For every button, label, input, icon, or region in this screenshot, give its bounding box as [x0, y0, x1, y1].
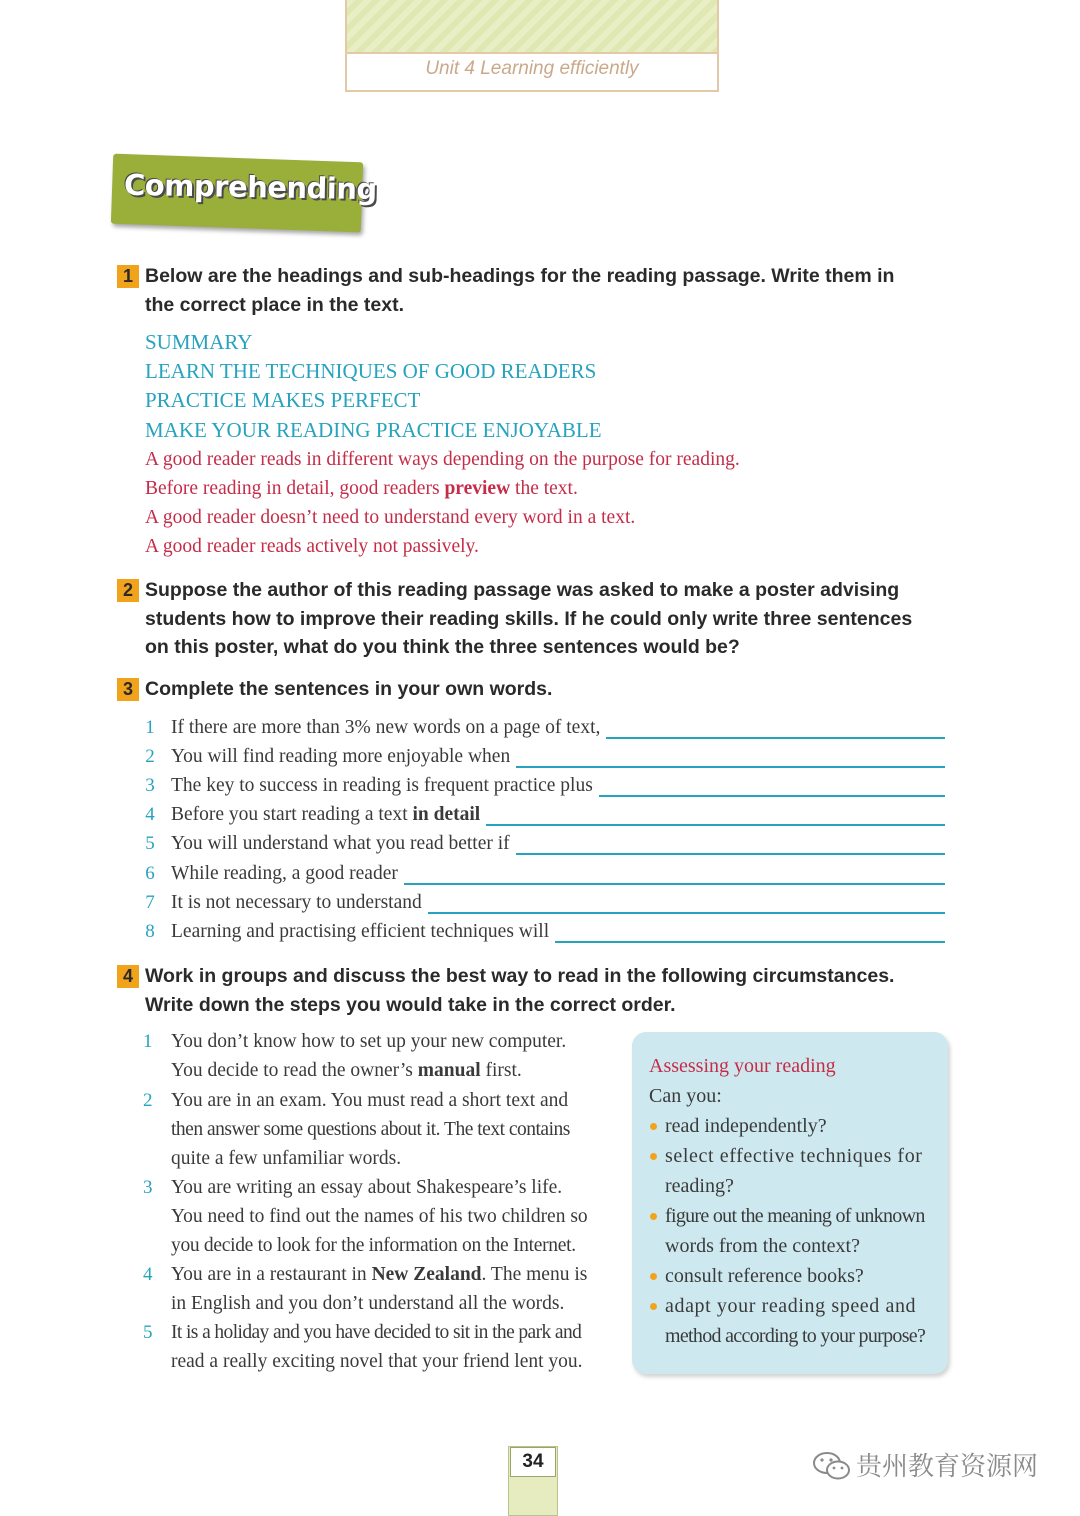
subheading-item: A good reader reads in different ways depending on the purpose for reading.: [145, 449, 740, 470]
answer-blank[interactable]: [599, 795, 945, 797]
sentence-prompt: [171, 775, 593, 797]
circumstance-text: first.: [485, 1060, 522, 1081]
sentence-prompt: [171, 746, 510, 768]
sidebox-item: adapt your reading speed and: [665, 1295, 917, 1317]
circumstance-line: read a really exciting novel that your friend lent you.: [171, 1351, 583, 1372]
circumstance-line: quite a few unfamiliar words.: [171, 1148, 402, 1169]
answer-blank[interactable]: [428, 912, 945, 914]
sentence-prompt: [171, 717, 600, 739]
item-number: 2: [143, 1090, 153, 1111]
sentence-text: If there are more than 3% new words on a page of text,: [171, 717, 601, 738]
sentence-text: You will understand what you read better if: [171, 833, 510, 854]
answer-blank[interactable]: [516, 766, 945, 768]
bullet-icon: [650, 1273, 657, 1280]
sidebox-item: figure out the meaning of unknown: [665, 1205, 925, 1227]
question-2-line: students how to improve their reading skills. If he could only write three sentences: [145, 607, 913, 630]
sentence-text: It is not necessary to understand: [171, 892, 422, 913]
sidebox-item: select effective techniques for: [665, 1145, 923, 1167]
section-title: Comprehending: [123, 167, 377, 207]
circumstance-bold: manual: [417, 1060, 481, 1081]
unit-header: [345, 0, 719, 92]
question-number: 1: [117, 265, 139, 288]
circumstance-line: You are writing an essay about Shakespeare’s life.: [171, 1177, 563, 1198]
sentence-prompt: [171, 921, 549, 943]
assessing-reading-box: [632, 1032, 948, 1374]
bullet-icon: [650, 1153, 657, 1160]
sidebox-title: Assessing your reading: [649, 1055, 836, 1077]
sentence-prompt: [171, 804, 480, 826]
question-4-line: Write down the steps you would take in the correct order.: [145, 993, 676, 1016]
sentence-text: The key to success in reading is frequent practice plus: [171, 775, 593, 796]
question-3-title: Complete the sentences in your own words.: [145, 678, 553, 700]
sentence-text: You will find reading more enjoyable when: [171, 746, 511, 767]
page-number: 34: [510, 1447, 556, 1477]
watermark: [812, 1446, 1038, 1483]
item-number: 6: [145, 863, 155, 884]
heading-item: LEARN THE TECHNIQUES OF GOOD READERS: [145, 359, 597, 383]
answer-blank[interactable]: [404, 883, 945, 885]
sentence-prompt: [171, 863, 398, 885]
question-2-line: on this poster, what do you think the three sentences would be?: [145, 636, 740, 658]
item-number: 2: [145, 746, 155, 767]
subheading-text: the text.: [515, 478, 578, 499]
answer-blank[interactable]: [516, 853, 945, 855]
sentence-prompt: [171, 833, 510, 855]
circumstance-line: You don’t know how to set up your new computer.: [171, 1031, 567, 1052]
bullet-icon: [650, 1213, 657, 1220]
sidebox-intro: Can you:: [649, 1085, 722, 1107]
item-number: 4: [145, 804, 155, 825]
watermark-text: 贵州教育资源网: [856, 1452, 1039, 1482]
sentence-text: Before you start reading a text: [171, 804, 408, 825]
sentence-prompt: [171, 892, 422, 914]
circumstance-line: in English and you don’t understand all the words.: [171, 1293, 565, 1314]
circumstance-line: [171, 1264, 587, 1286]
subheading-item: A good reader doesn’t need to understand every word in a text.: [145, 507, 636, 528]
question-4-line: Work in groups and discuss the best way to read in the following circumstances.: [145, 965, 895, 987]
sidebox-item: consult reference books?: [665, 1265, 864, 1287]
subheading-text: Before reading in detail, good readers: [145, 478, 440, 499]
circumstance-line: you decide to look for the information on the Internet.: [171, 1235, 576, 1256]
sidebox-item: read independently?: [665, 1115, 827, 1137]
item-number: 1: [145, 717, 155, 738]
item-number: 3: [143, 1177, 153, 1198]
circumstance-line: It is a holiday and you have decided to sit in the park and: [171, 1322, 582, 1343]
subheading-item: [145, 478, 578, 500]
item-number: 3: [145, 775, 155, 796]
circumstance-text: You are in a restaurant in: [171, 1264, 367, 1285]
heading-item: SUMMARY: [145, 330, 253, 354]
subheading-item: A good reader reads actively not passively.: [145, 536, 479, 557]
answer-blank[interactable]: [606, 737, 945, 739]
item-number: 8: [145, 921, 155, 942]
question-1-line: Below are the headings and sub-headings for the reading passage. Write them in: [145, 265, 895, 287]
sentence-text: Learning and practising efficient techniques will: [171, 921, 550, 942]
question-number: 2: [117, 579, 139, 602]
circumstance-text: . The menu is: [481, 1264, 588, 1285]
unit-title: Unit 4 Learning efficiently: [425, 58, 639, 79]
question-number: 4: [117, 965, 139, 988]
sidebox-item: words from the context?: [665, 1235, 860, 1257]
circumstance-line: [171, 1060, 522, 1082]
sidebox-item: method according to your purpose?: [665, 1325, 926, 1347]
circumstance-line: You need to find out the names of his two children so: [171, 1206, 588, 1227]
circumstance-line: You are in an exam. You must read a short text and: [171, 1090, 569, 1111]
circumstance-text: You decide to read the owner’s: [171, 1060, 413, 1081]
sentence-bold: in detail: [412, 804, 481, 825]
item-number: 5: [143, 1322, 153, 1343]
answer-blank[interactable]: [486, 824, 945, 826]
question-1-line: the correct place in the text.: [145, 293, 404, 316]
sidebox-item: reading?: [665, 1175, 734, 1197]
question-4-text: [145, 962, 960, 1019]
question-2-text: [145, 576, 960, 662]
sentence-text: While reading, a good reader: [171, 863, 398, 884]
bullet-icon: [650, 1123, 657, 1130]
answer-blank[interactable]: [555, 941, 945, 943]
bullet-icon: [650, 1303, 657, 1310]
heading-item: PRACTICE MAKES PERFECT: [145, 388, 421, 412]
wechat-icon: [812, 1451, 852, 1481]
item-number: 5: [145, 833, 155, 854]
question-1-text: [145, 262, 960, 319]
item-number: 1: [143, 1031, 153, 1052]
heading-item: MAKE YOUR READING PRACTICE ENJOYABLE: [145, 418, 602, 442]
circumstance-bold: New Zealand: [371, 1264, 482, 1285]
item-number: 4: [143, 1264, 153, 1285]
item-number: 7: [145, 892, 155, 913]
subheading-bold: preview: [444, 478, 511, 499]
circumstance-line: then answer some questions about it. The text contains: [171, 1119, 570, 1140]
question-2-line: Suppose the author of this reading passage was asked to make a poster advising: [145, 579, 900, 601]
unit-header-texture: [347, 0, 717, 54]
question-number: 3: [117, 678, 139, 701]
